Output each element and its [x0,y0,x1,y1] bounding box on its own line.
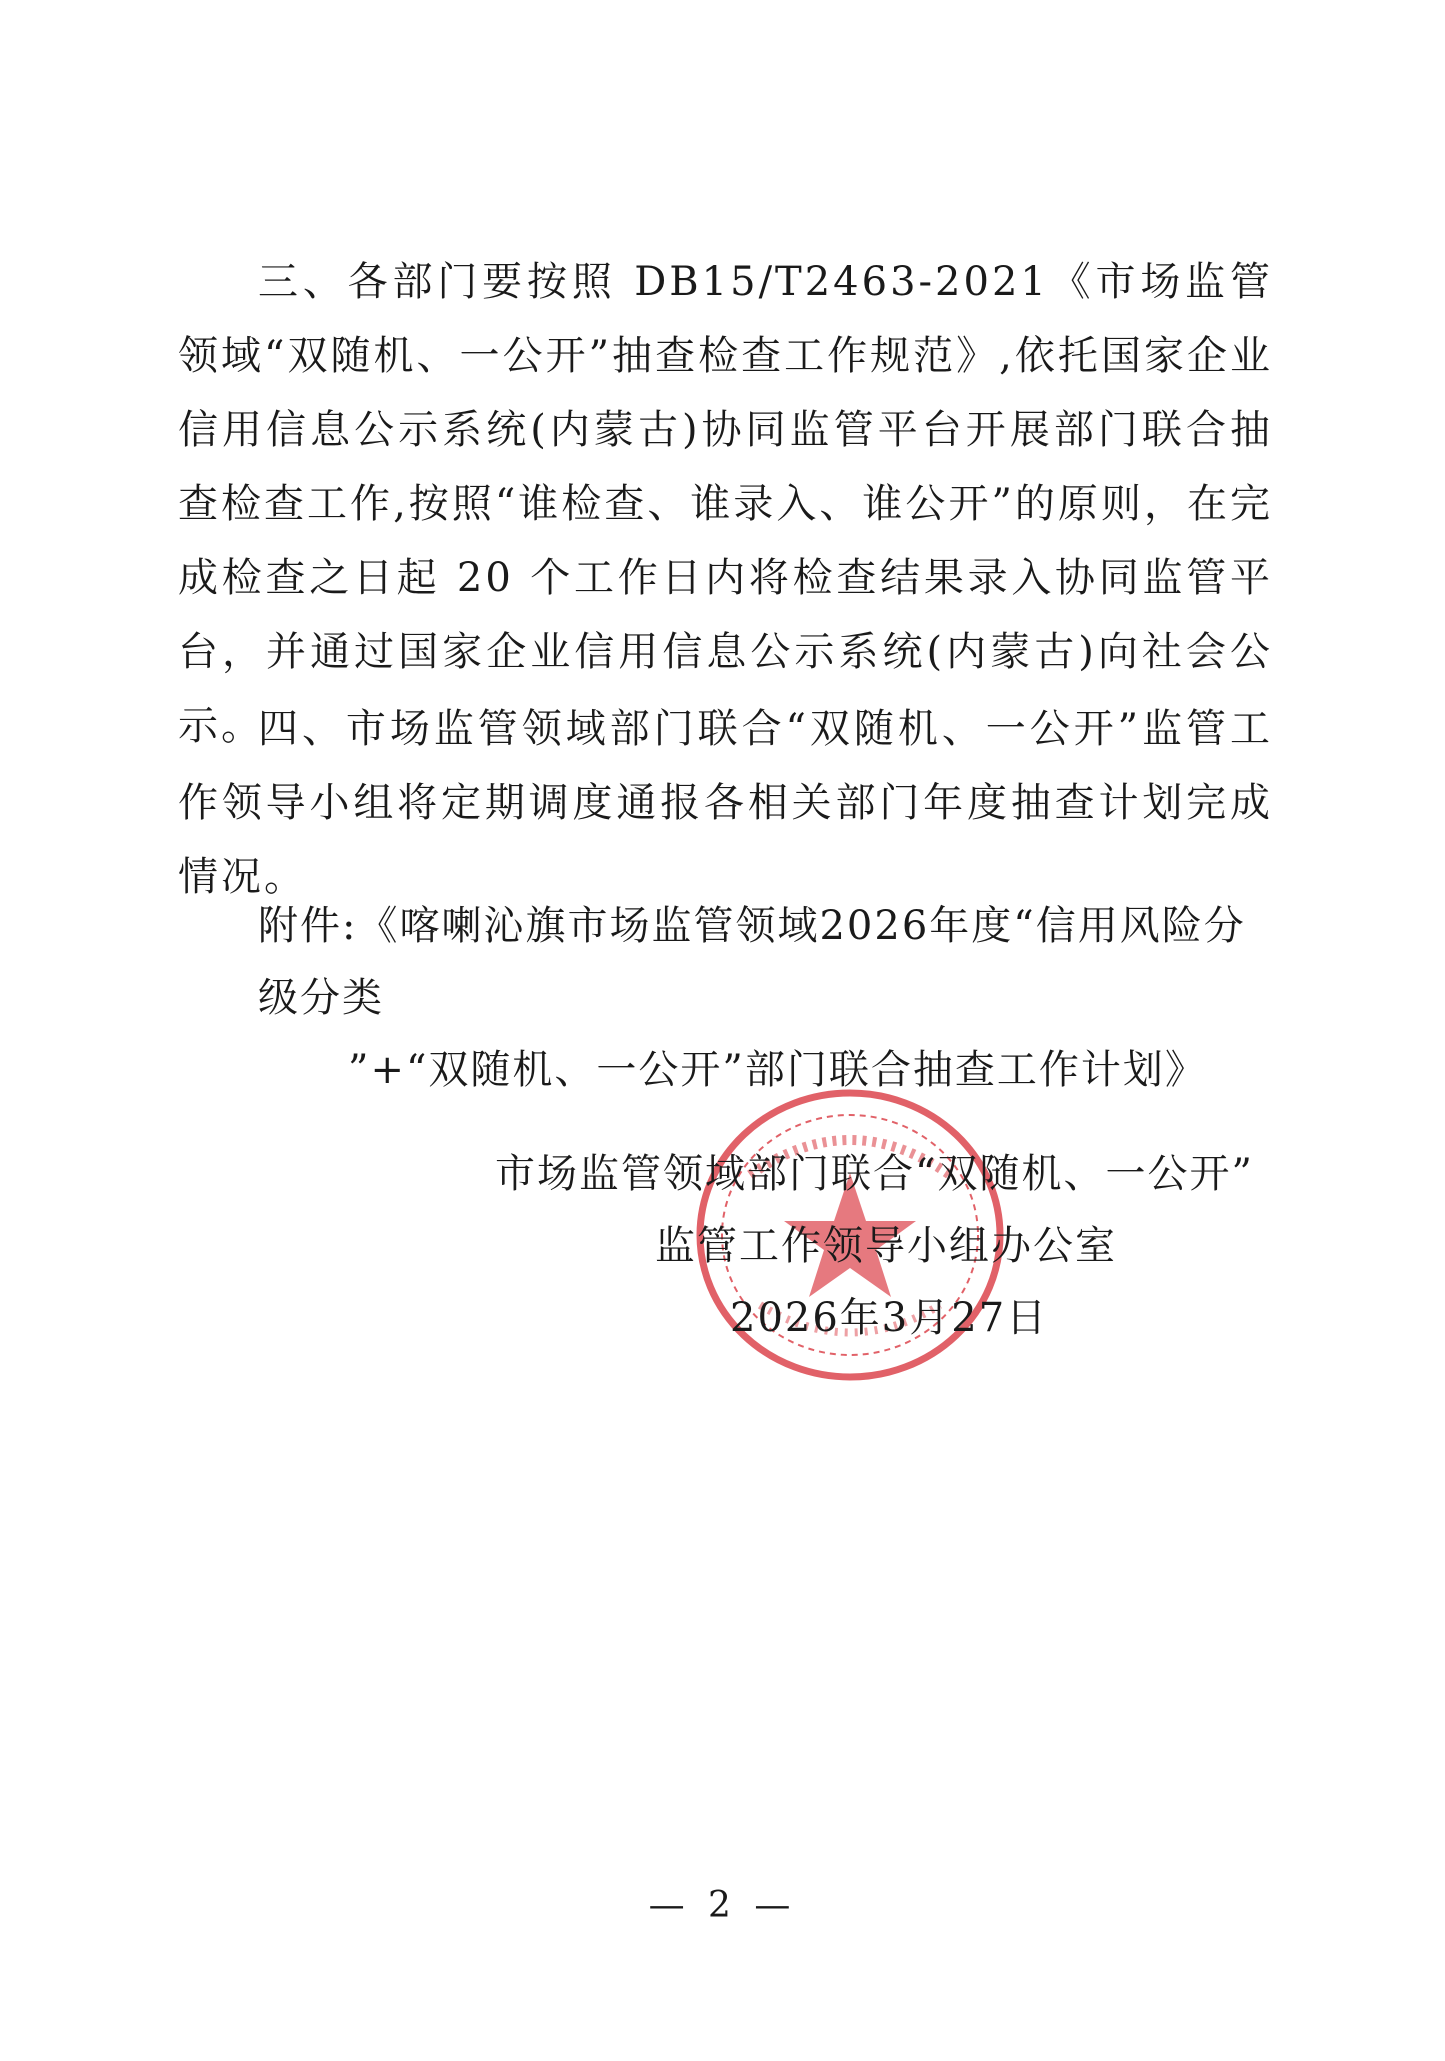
paragraph-four: 四、市场监管领域部门联合“双随机、一公开”监管工作领导小组将定期调度通报各相关部门年度抽查计划完成情况。 [178,706,1273,900]
attachment-line-2: ”+“双随机、一公开”部门联合抽查工作计划》 [348,1047,1207,1093]
signature-organization-line-1: 市场监管领域部门联合“双随机、一公开” [495,1151,1254,1197]
signature-date: 2026年3月27日 [730,1295,1049,1341]
attachment-note [178,890,1273,1106]
page-number: — 2 — [648,1885,797,1926]
attachment-line-1: 附件:《喀喇沁旗市场监管领域2026年度“信用风险分级分类 [258,903,1246,1021]
paragraph-three: 三、各部门要按照 DB15/T2463-2021《市场监管领域“双随机、一公开”抽查检查工作规范》,依托国家企业信用信息公示系统(内蒙古)协同监管平台开展部门联合抽查检查工作,按照“谁检查、谁录入、谁公开”的原则，在完成检查之日起 20 个工作日内将检查结果录入协同监管平台，并通过国家企业信用信息公示系统(内蒙古)向社会公示。 [178,259,1273,749]
signature-organization-line-2: 监管工作领导小组办公室 [655,1223,1117,1269]
